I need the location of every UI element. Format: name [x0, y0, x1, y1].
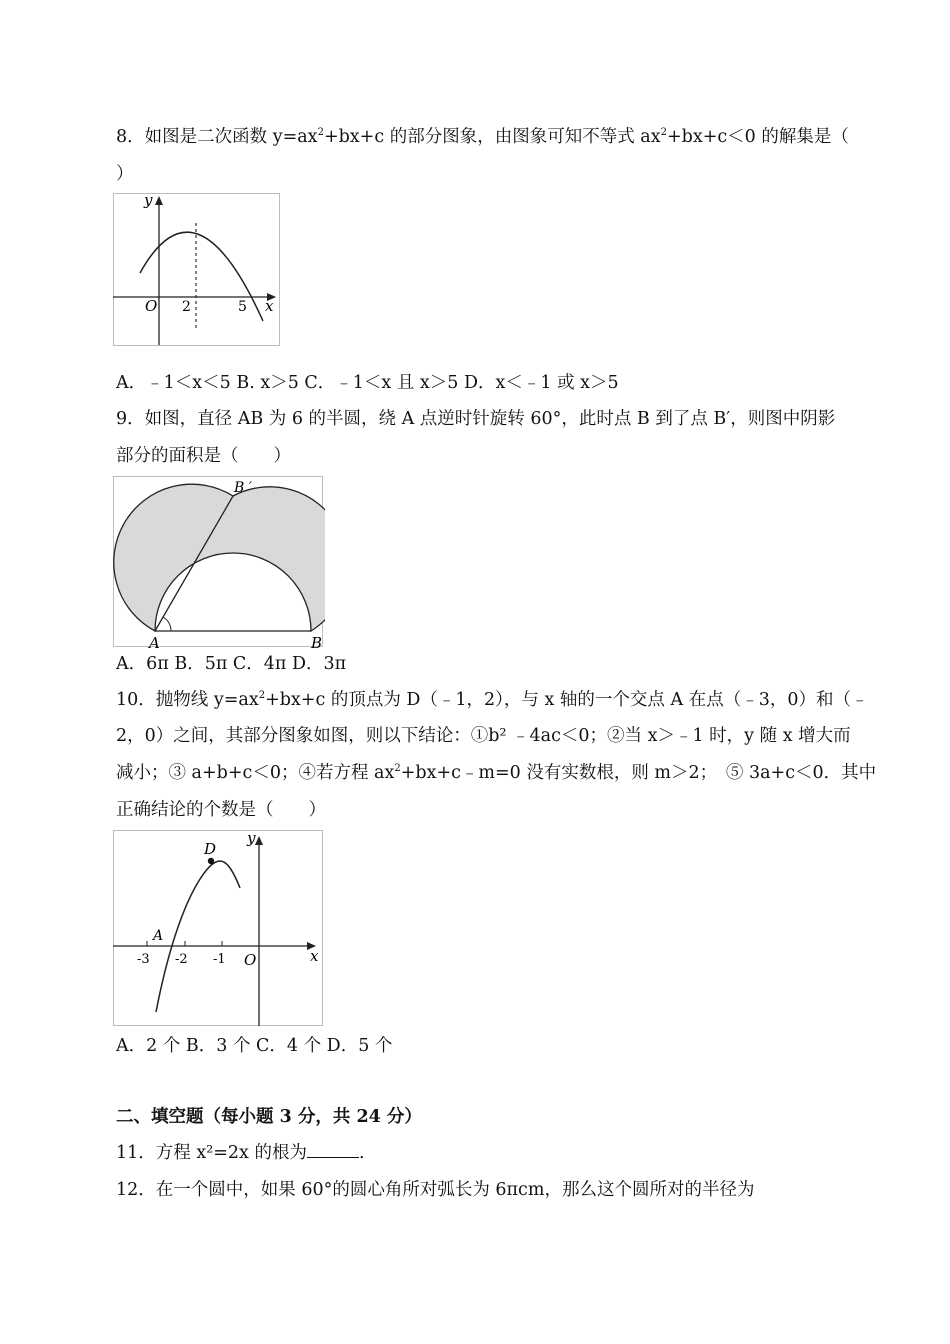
q9-label-b: B — [311, 634, 323, 650]
q8-tick-2: 2 — [182, 299, 191, 315]
q8-stem-line1 — [116, 125, 849, 149]
q10-stem-line4: 正确结论的个数是（ ） — [116, 800, 326, 820]
q8-figure-border — [114, 194, 280, 346]
q9-stem-line2: 部分的面积是（ ） — [116, 446, 291, 466]
q9-options: A．6π B．5π C．4π D．3π — [116, 654, 347, 674]
q10-stem-part-b: +bx+c 的顶点为 D（﹣1，2），与 x 轴的一个交点 A 在点（﹣3，0）和（﹣ — [265, 690, 869, 710]
q11-text-end: . — [358, 1143, 365, 1163]
q10-label-o: O — [244, 951, 257, 969]
q11-answer-blank[interactable] — [307, 1157, 359, 1158]
q10-stem-line3 — [116, 761, 876, 785]
q8-options: A．﹣1＜x＜5 B. x＞5 C．﹣1＜x 且 x＞5 D．x＜﹣1 或 x＞5 — [116, 373, 619, 393]
q10-tick-label-m2: -2 — [175, 952, 188, 967]
q8-superscript-2: 2 — [660, 127, 667, 139]
q10-stem-line2: 2，0）之间，其部分图象如图，则以下结论：①b² ﹣4ac＜0；②当 x＞﹣1 时，y 随 x 增大而 — [116, 726, 851, 746]
q10-stem-line1 — [116, 688, 868, 712]
q12: 12．在一个圆中，如果 60°的圆心角所对弧长为 6πcm，那么这个圆所对的半径为 — [116, 1180, 755, 1200]
q9-semicircle-figure — [113, 476, 325, 650]
q9-stem-line1: 9．如图，直径 AB 为 6 的半圆，绕 A 点逆时针旋转 60°，此时点 B 到了点 B′，则图中阴影 — [116, 409, 836, 429]
q10-label-a: A — [153, 928, 164, 944]
q9-rotation-angle-arc — [163, 617, 171, 631]
q10-figure-border — [114, 831, 323, 1026]
q10-superscript-2: 2 — [394, 763, 401, 775]
q8-stem-line2: ） — [116, 164, 134, 184]
q9-shaded-region — [114, 484, 325, 631]
q10-vertex-d-point — [208, 858, 214, 864]
q10-parabola-figure — [113, 830, 325, 1028]
q10-superscript-1: 2 — [258, 690, 266, 702]
q10-parabola-graph — [113, 830, 325, 1028]
q9-label-a: A — [149, 634, 160, 650]
q9-label-b-prime: B ′ — [234, 480, 252, 496]
q10-tick-label-m3: -3 — [137, 952, 150, 967]
q8-x-label: x — [265, 297, 274, 315]
q10-label-y: y — [247, 830, 256, 847]
q10-stem-part-d: +bx+c﹣m=0 没有实数根，则 m＞2； ⑤ 3a+c＜0．其中 — [400, 763, 877, 783]
q8-origin-label: O — [145, 297, 158, 315]
q9-semicircle-graph — [113, 476, 325, 650]
q8-parabola-graph — [113, 193, 281, 349]
q10-stem-part-c: 减小；③ a+b+c＜0；④若方程 ax — [116, 763, 395, 783]
q10-y-axis-arrow-icon — [255, 836, 263, 845]
q10-label-x: x — [310, 947, 319, 965]
q8-stem-part-c: +bx+c＜0 的解集是（ — [666, 127, 849, 147]
q8-tick-5: 5 — [238, 299, 247, 315]
q11 — [116, 1141, 365, 1165]
section2-title: 二、填空题（每小题 3 分，共 24 分） — [116, 1107, 422, 1127]
q11-text: 11．方程 x²=2x 的根为 — [116, 1143, 307, 1163]
q8-y-label: y — [144, 193, 153, 209]
q10-label-d: D — [204, 840, 217, 858]
q10-options: A．2 个 B．3 个 C．4 个 D．5 个 — [116, 1036, 393, 1056]
q8-superscript-1: 2 — [317, 127, 324, 139]
q10-tick-label-m1: -1 — [213, 952, 226, 967]
q8-y-axis-arrow-icon — [155, 196, 163, 205]
q10-stem-part-a: 10．抛物线 y=ax — [116, 690, 259, 710]
q10-parabola-curve — [156, 861, 240, 1012]
q8-parabola-figure — [113, 193, 281, 349]
q8-stem-part-a: 8．如图是二次函数 y=ax — [116, 127, 318, 147]
q8-stem-part-b: +bx+c 的部分图象，由图象可知不等式 ax — [323, 127, 661, 147]
